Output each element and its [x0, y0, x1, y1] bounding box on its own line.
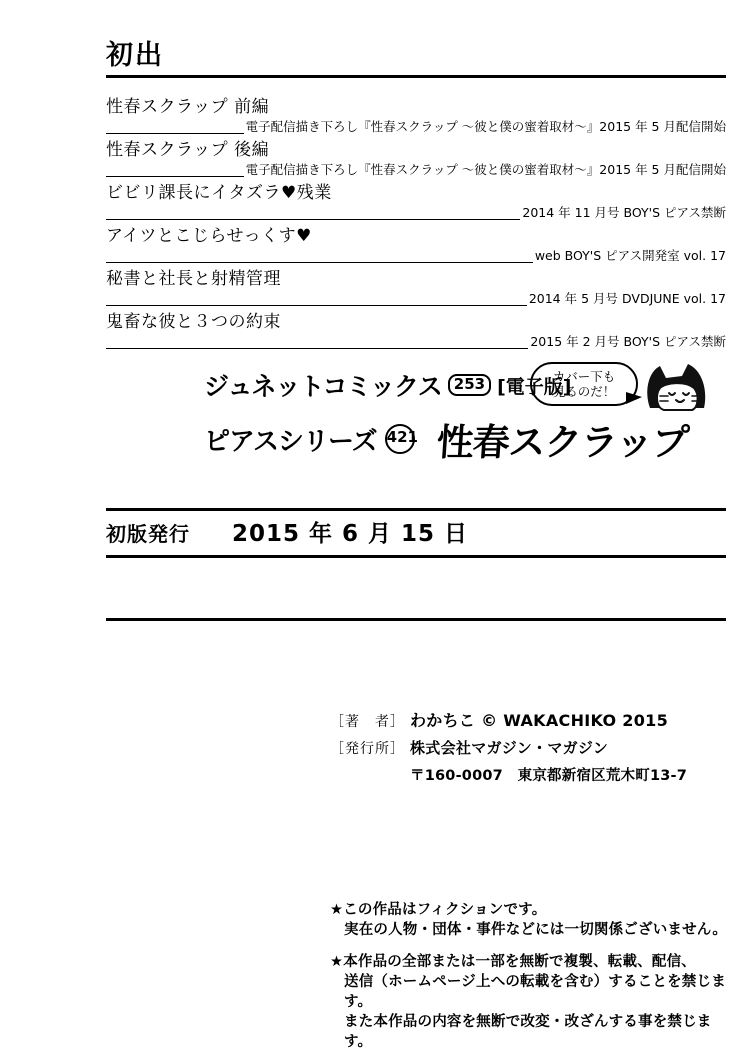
series-number-badge: 421 [385, 424, 415, 454]
list-item [106, 138, 726, 177]
author-label: ［著 者］ [330, 714, 405, 730]
colophon-header [106, 42, 726, 78]
author-row [330, 708, 726, 731]
publication-date-row [106, 515, 726, 548]
list-item [106, 224, 726, 263]
credits-list [106, 95, 726, 353]
list-item [106, 310, 726, 349]
notice-line: ★本作品の全部または一部を無断で複製、転載、配信、 [330, 954, 696, 970]
credit-source: 2014 年 11 月号 BOY'S ピアス禁断 [522, 205, 726, 220]
series-line [106, 415, 726, 463]
series-name: ピアスシリーズ [204, 426, 377, 457]
notice-block [330, 952, 730, 1052]
credit-source-line [106, 119, 726, 134]
leader-rule [106, 209, 520, 220]
publication-divider-bottom [106, 555, 726, 558]
list-item [106, 267, 726, 306]
leader-rule [106, 338, 528, 349]
leader-rule [106, 123, 244, 134]
credit-work-title: 性春スクラップ 前編 [106, 97, 270, 117]
credit-work-title: 鬼畜な彼と３つの約束 [106, 312, 281, 332]
publisher-row [330, 737, 726, 758]
notice-line: ★この作品はフィクションです。 [330, 902, 547, 918]
credit-source-line [106, 205, 726, 220]
credit-source-line [106, 162, 726, 177]
credit-source: 電子配信描き下ろし『性春スクラップ ～彼と僕の蜜着取材～』2015 年 5 月配信開始 [245, 119, 726, 134]
publication-label: 初版発行 [106, 522, 190, 546]
notice-line: 実在の人物・団体・事件などには一切関係ございません。 [344, 922, 728, 938]
leader-rule [106, 166, 244, 177]
section-divider [106, 618, 726, 621]
credit-source: 電子配信描き下ろし『性春スクラップ ～彼と僕の蜜着取材～』2015 年 5 月配信開始 [245, 162, 726, 177]
publisher-label: ［発行所］ [330, 741, 405, 757]
notice-line: また本作品の内容を無断で改変・改ざんする事を禁じます。 [344, 1014, 712, 1050]
credit-source: web BOY'S ピアス開発室 vol. 17 [534, 248, 726, 263]
notice-block [330, 900, 730, 940]
credit-source: 2014 年 5 月号 DVDJUNE vol. 17 [528, 291, 726, 306]
bubble-line-2: 見るのだ！ [552, 384, 616, 399]
header-divider [106, 75, 726, 78]
credit-work-title: アイツとこじらせっくす♥ [106, 226, 312, 246]
publication-date: 2015 年 6 月 15 日 [232, 521, 469, 547]
credit-source-line [106, 248, 726, 263]
edition-label: [電子版] [497, 375, 572, 398]
credit-work-title: 性春スクラップ 後編 [106, 140, 270, 160]
author-value: わかちこ © WAKACHIKO 2015 [410, 711, 669, 730]
imprint-details [330, 708, 726, 785]
brand-number-badge: 253 [448, 374, 491, 396]
credit-source: 2015 年 2 月号 BOY'S ピアス禁断 [530, 334, 726, 349]
page-title: 初出 [106, 40, 164, 71]
credit-source-line [106, 334, 726, 349]
leader-rule [106, 252, 533, 263]
credit-source-line [106, 291, 726, 306]
credit-work-title: ビビリ課長にイタズラ♥残業 [106, 183, 332, 203]
publisher-value: 株式会社マガジン・マガジン [410, 739, 609, 757]
publication-divider-top [106, 508, 726, 511]
leader-rule [106, 295, 527, 306]
bubble-line-1: カバー下も [552, 369, 616, 384]
publisher-address: 〒160-0007 東京都新宿区荒木町13-7 [410, 768, 688, 784]
list-item [106, 95, 726, 134]
imprint-logo [106, 365, 726, 463]
credit-work-title: 秘書と社長と射精管理 [106, 269, 281, 289]
book-title: 性春スクラップ [434, 421, 690, 464]
brand-name: ジュネットコミックス [204, 372, 442, 401]
list-item [106, 181, 726, 220]
legal-notices [330, 900, 730, 1064]
notice-line: 送信（ホームページ上への転載を含む）することを禁じます。 [344, 974, 726, 1010]
brand-line [106, 365, 726, 405]
